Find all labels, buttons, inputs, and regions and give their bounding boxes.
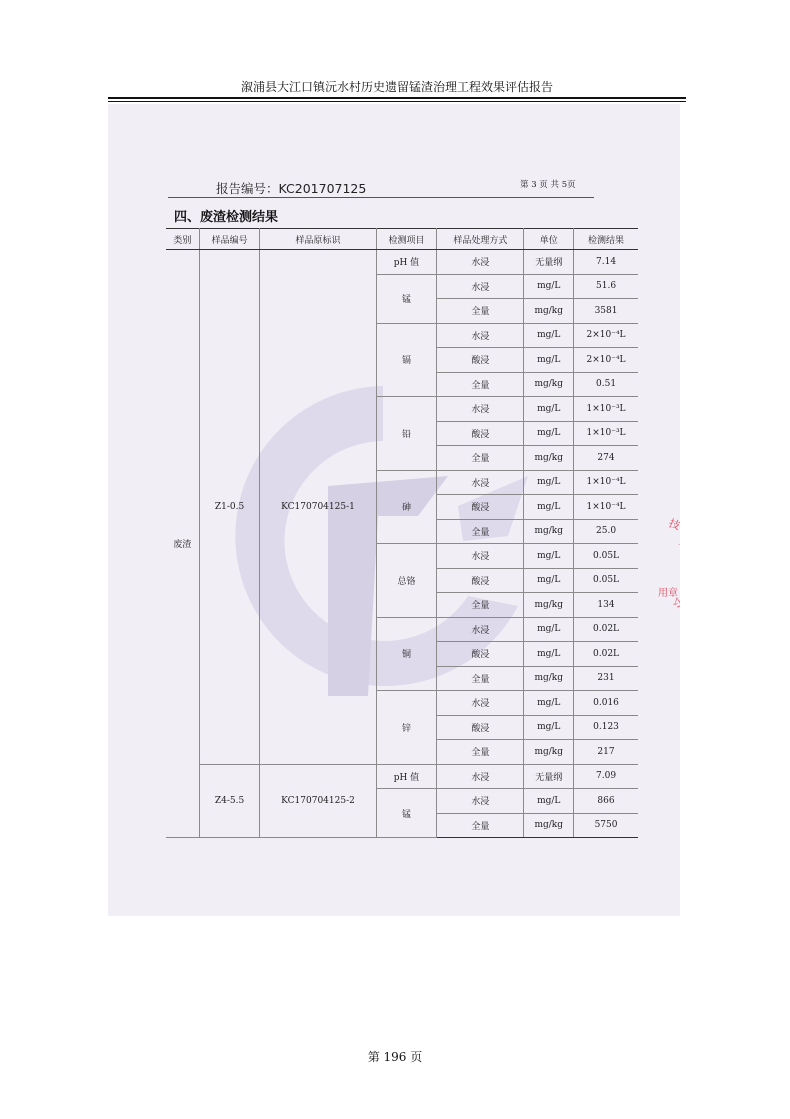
treatment-method-cell: 全量 <box>437 299 524 324</box>
unit-cell: mg/L <box>524 617 574 642</box>
report-number-rule <box>168 197 594 198</box>
unit-cell: mg/kg <box>524 446 574 471</box>
header-test-item: 检测项目 <box>376 229 437 250</box>
unit-cell: mg/L <box>524 348 574 373</box>
treatment-method-cell: 水浸 <box>437 789 524 814</box>
test-item-cell: 总铬 <box>376 544 437 618</box>
result-cell: 0.123 <box>574 715 638 740</box>
section-title: 四、废渣检测结果 <box>174 210 279 225</box>
treatment-method-cell: 酸浸 <box>437 348 524 373</box>
unit-cell: mg/kg <box>524 519 574 544</box>
scanned-report-page <box>108 104 698 916</box>
test-item-cell: pH 值 <box>376 764 437 789</box>
treatment-method-cell: 全量 <box>437 666 524 691</box>
unit-cell: mg/L <box>524 470 574 495</box>
test-item-cell: 锌 <box>376 691 437 765</box>
result-cell: 7.14 <box>574 250 638 275</box>
treatment-method-cell: 酸浸 <box>437 715 524 740</box>
unit-cell: mg/L <box>524 544 574 569</box>
treatment-method-cell: 全量 <box>437 813 524 838</box>
sample-number-cell: Z4-5.5 <box>199 764 260 838</box>
page-count: 第 3 页 共 5页 <box>520 180 576 190</box>
test-item-cell: 镉 <box>376 323 437 397</box>
unit-cell: mg/kg <box>524 593 574 618</box>
table-header-row <box>166 229 638 250</box>
result-cell: 0.016 <box>574 691 638 716</box>
result-cell: 0.51 <box>574 372 638 397</box>
result-cell: 0.05L <box>574 568 638 593</box>
treatment-method-cell: 水浸 <box>437 691 524 716</box>
result-cell: 1×10⁻⁴L <box>574 470 638 495</box>
unit-cell: 无量纲 <box>524 764 574 789</box>
sample-number-cell: Z1-0.5 <box>199 250 260 765</box>
result-cell: 217 <box>574 740 638 765</box>
official-seal-stamp: 技 术 有 限 公 用章 <box>648 496 680 626</box>
result-cell: 0.02L <box>574 642 638 667</box>
unit-cell: mg/L <box>524 397 574 422</box>
test-item-cell: 铜 <box>376 617 437 691</box>
waste-residue-results-table <box>166 228 638 838</box>
result-cell: 2×10⁻⁴L <box>574 323 638 348</box>
header-unit: 单位 <box>524 229 574 250</box>
original-id-cell: KC170704125-2 <box>260 764 376 838</box>
result-cell: 1×10⁻³L <box>574 421 638 446</box>
unit-cell: mg/L <box>524 495 574 520</box>
unit-cell: mg/L <box>524 323 574 348</box>
result-cell: 866 <box>574 789 638 814</box>
result-cell: 3581 <box>574 299 638 324</box>
header-category: 类别 <box>166 229 199 250</box>
svg-text:公: 公 <box>670 594 688 611</box>
unit-cell: mg/L <box>524 789 574 814</box>
treatment-method-cell: 水浸 <box>437 397 524 422</box>
treatment-method-cell: 水浸 <box>437 323 524 348</box>
treatment-method-cell: 酸浸 <box>437 568 524 593</box>
header-treatment: 样品处理方式 <box>437 229 524 250</box>
unit-cell: mg/kg <box>524 813 574 838</box>
result-cell: 7.09 <box>574 764 638 789</box>
treatment-method-cell: 全量 <box>437 446 524 471</box>
table-row <box>166 764 638 789</box>
unit-cell: mg/kg <box>524 372 574 397</box>
unit-cell: mg/kg <box>524 740 574 765</box>
treatment-method-cell: 全量 <box>437 519 524 544</box>
header-rule <box>108 97 686 99</box>
test-item-cell: pH 值 <box>376 250 437 275</box>
result-cell: 134 <box>574 593 638 618</box>
unit-cell: mg/L <box>524 274 574 299</box>
result-cell: 0.02L <box>574 617 638 642</box>
report-number: KC201707125 <box>278 181 367 196</box>
unit-cell: 无量纲 <box>524 250 574 275</box>
svg-text:技: 技 <box>666 516 682 533</box>
header-original-id: 样品原标识 <box>260 229 376 250</box>
treatment-method-cell: 酸浸 <box>437 642 524 667</box>
result-cell: 274 <box>574 446 638 471</box>
page-footer-number: 第 196 页 <box>367 1050 423 1064</box>
unit-cell: mg/kg <box>524 666 574 691</box>
treatment-method-cell: 全量 <box>437 740 524 765</box>
header-sample-no: 样品编号 <box>199 229 260 250</box>
result-cell: 5750 <box>574 813 638 838</box>
test-item-cell: 铅 <box>376 397 437 471</box>
treatment-method-cell: 全量 <box>437 372 524 397</box>
treatment-method-cell: 水浸 <box>437 250 524 275</box>
unit-cell: mg/kg <box>524 299 574 324</box>
category-cell: 废渣 <box>166 250 199 838</box>
unit-cell: mg/L <box>524 715 574 740</box>
treatment-method-cell: 水浸 <box>437 274 524 299</box>
unit-cell: mg/L <box>524 642 574 667</box>
unit-cell: mg/L <box>524 568 574 593</box>
treatment-method-cell: 水浸 <box>437 764 524 789</box>
svg-text:用章: 用章 <box>658 588 678 599</box>
treatment-method-cell: 全量 <box>437 593 524 618</box>
svg-text:术: 术 <box>676 536 693 554</box>
table-row <box>166 250 638 275</box>
result-cell: 1×10⁻⁴L <box>574 495 638 520</box>
original-id-cell: KC170704125-1 <box>260 250 376 765</box>
test-item-cell: 锰 <box>376 789 437 838</box>
result-cell: 51.6 <box>574 274 638 299</box>
treatment-method-cell: 水浸 <box>437 617 524 642</box>
unit-cell: mg/L <box>524 421 574 446</box>
result-cell: 2×10⁻⁴L <box>574 348 638 373</box>
treatment-method-cell: 水浸 <box>437 470 524 495</box>
report-number-line <box>216 179 366 197</box>
treatment-method-cell: 酸浸 <box>437 421 524 446</box>
treatment-method-cell: 酸浸 <box>437 495 524 520</box>
treatment-method-cell: 水浸 <box>437 544 524 569</box>
test-item-cell: 砷 <box>376 470 437 544</box>
header-result: 检测结果 <box>574 229 638 250</box>
report-number-label: 报告编号： <box>216 181 279 196</box>
result-cell: 0.05L <box>574 544 638 569</box>
unit-cell: mg/L <box>524 691 574 716</box>
test-item-cell: 锰 <box>376 274 437 323</box>
result-cell: 25.0 <box>574 519 638 544</box>
result-cell: 231 <box>574 666 638 691</box>
result-cell: 1×10⁻³L <box>574 397 638 422</box>
document-header-title: 溆浦县大江口镇沅水村历史遗留锰渣治理工程效果评估报告 <box>240 80 553 94</box>
table-body <box>166 250 638 838</box>
header-rule-thin <box>108 101 686 102</box>
